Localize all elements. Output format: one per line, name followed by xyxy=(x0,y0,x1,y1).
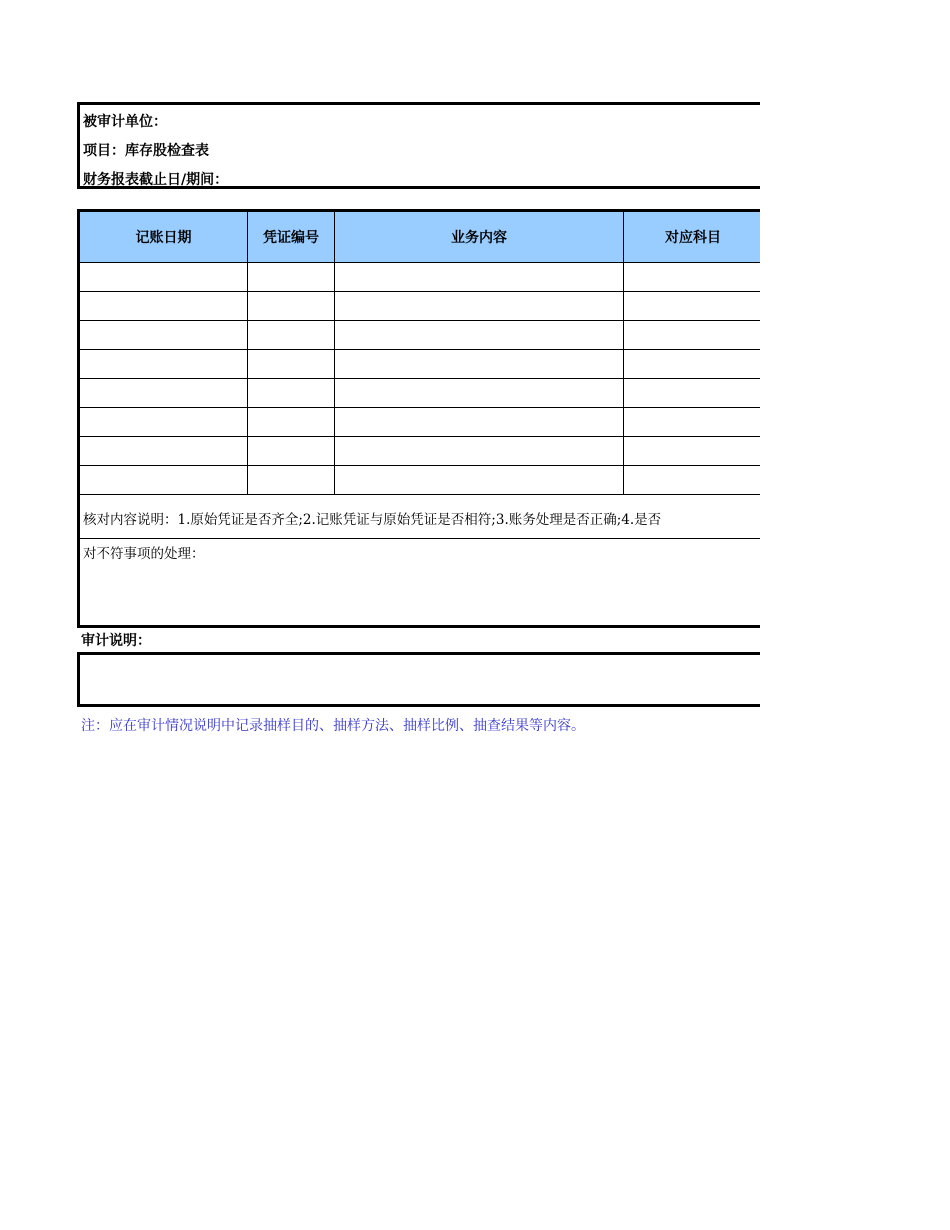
discrepancy-handling-cell[interactable] xyxy=(80,539,760,625)
audited-unit-label: 被审计单位： xyxy=(83,114,167,130)
voucher-check-table xyxy=(77,209,760,628)
table-row xyxy=(80,350,760,379)
voucher-no-cell[interactable] xyxy=(248,437,335,465)
voucher-no-cell[interactable] xyxy=(248,350,335,378)
table-row xyxy=(80,379,760,408)
table-row xyxy=(80,466,760,495)
period-label: 财务报表截止日/期间： xyxy=(83,172,229,188)
column-header-content: 业务内容 xyxy=(335,212,624,262)
column-header-date: 记账日期 xyxy=(80,212,248,262)
account-cell[interactable] xyxy=(624,321,760,349)
account-cell[interactable] xyxy=(624,263,760,291)
date-cell[interactable] xyxy=(80,437,248,465)
voucher-no-cell[interactable] xyxy=(248,379,335,407)
date-cell[interactable] xyxy=(80,350,248,378)
account-cell[interactable] xyxy=(624,292,760,320)
content-cell[interactable] xyxy=(335,379,624,407)
voucher-no-cell[interactable] xyxy=(248,292,335,320)
check-content-note: 核对内容说明：1.原始凭证是否齐全;2.记账凭证与原始凭证是否相符;3.账务处理是否正确;4.是否 xyxy=(80,495,760,539)
date-cell[interactable] xyxy=(80,408,248,436)
table-header-row xyxy=(80,212,760,263)
voucher-no-cell[interactable] xyxy=(248,321,335,349)
table-row xyxy=(80,263,760,292)
table-row xyxy=(80,321,760,350)
content-cell[interactable] xyxy=(335,292,624,320)
content-cell[interactable] xyxy=(335,263,624,291)
date-cell[interactable] xyxy=(80,466,248,494)
account-cell[interactable] xyxy=(624,437,760,465)
date-cell[interactable] xyxy=(80,263,248,291)
voucher-no-cell[interactable] xyxy=(248,263,335,291)
footnote: 注：应在审计情况说明中记录抽样目的、抽样方法、抽样比例、抽查结果等内容。 xyxy=(81,718,585,734)
account-cell[interactable] xyxy=(624,350,760,378)
column-header-voucher-no: 凭证编号 xyxy=(248,212,335,262)
table-row xyxy=(80,408,760,437)
discrepancy-handling-label: 对不符事项的处理： xyxy=(83,546,205,562)
table-row xyxy=(80,437,760,466)
header-info-block xyxy=(77,102,760,189)
content-cell[interactable] xyxy=(335,350,624,378)
voucher-no-cell[interactable] xyxy=(248,466,335,494)
content-cell[interactable] xyxy=(335,466,624,494)
date-cell[interactable] xyxy=(80,321,248,349)
audit-notes-box[interactable] xyxy=(77,652,760,707)
voucher-no-cell[interactable] xyxy=(248,408,335,436)
account-cell[interactable] xyxy=(624,379,760,407)
account-cell[interactable] xyxy=(624,408,760,436)
content-cell[interactable] xyxy=(335,408,624,436)
content-cell[interactable] xyxy=(335,321,624,349)
content-cell[interactable] xyxy=(335,437,624,465)
date-cell[interactable] xyxy=(80,292,248,320)
date-cell[interactable] xyxy=(80,379,248,407)
column-header-account: 对应科目 xyxy=(665,230,721,246)
table-row xyxy=(80,292,760,321)
project-label: 项目：库存股检查表 xyxy=(83,143,209,159)
audit-notes-title: 审计说明： xyxy=(81,633,151,649)
account-cell[interactable] xyxy=(624,466,760,494)
